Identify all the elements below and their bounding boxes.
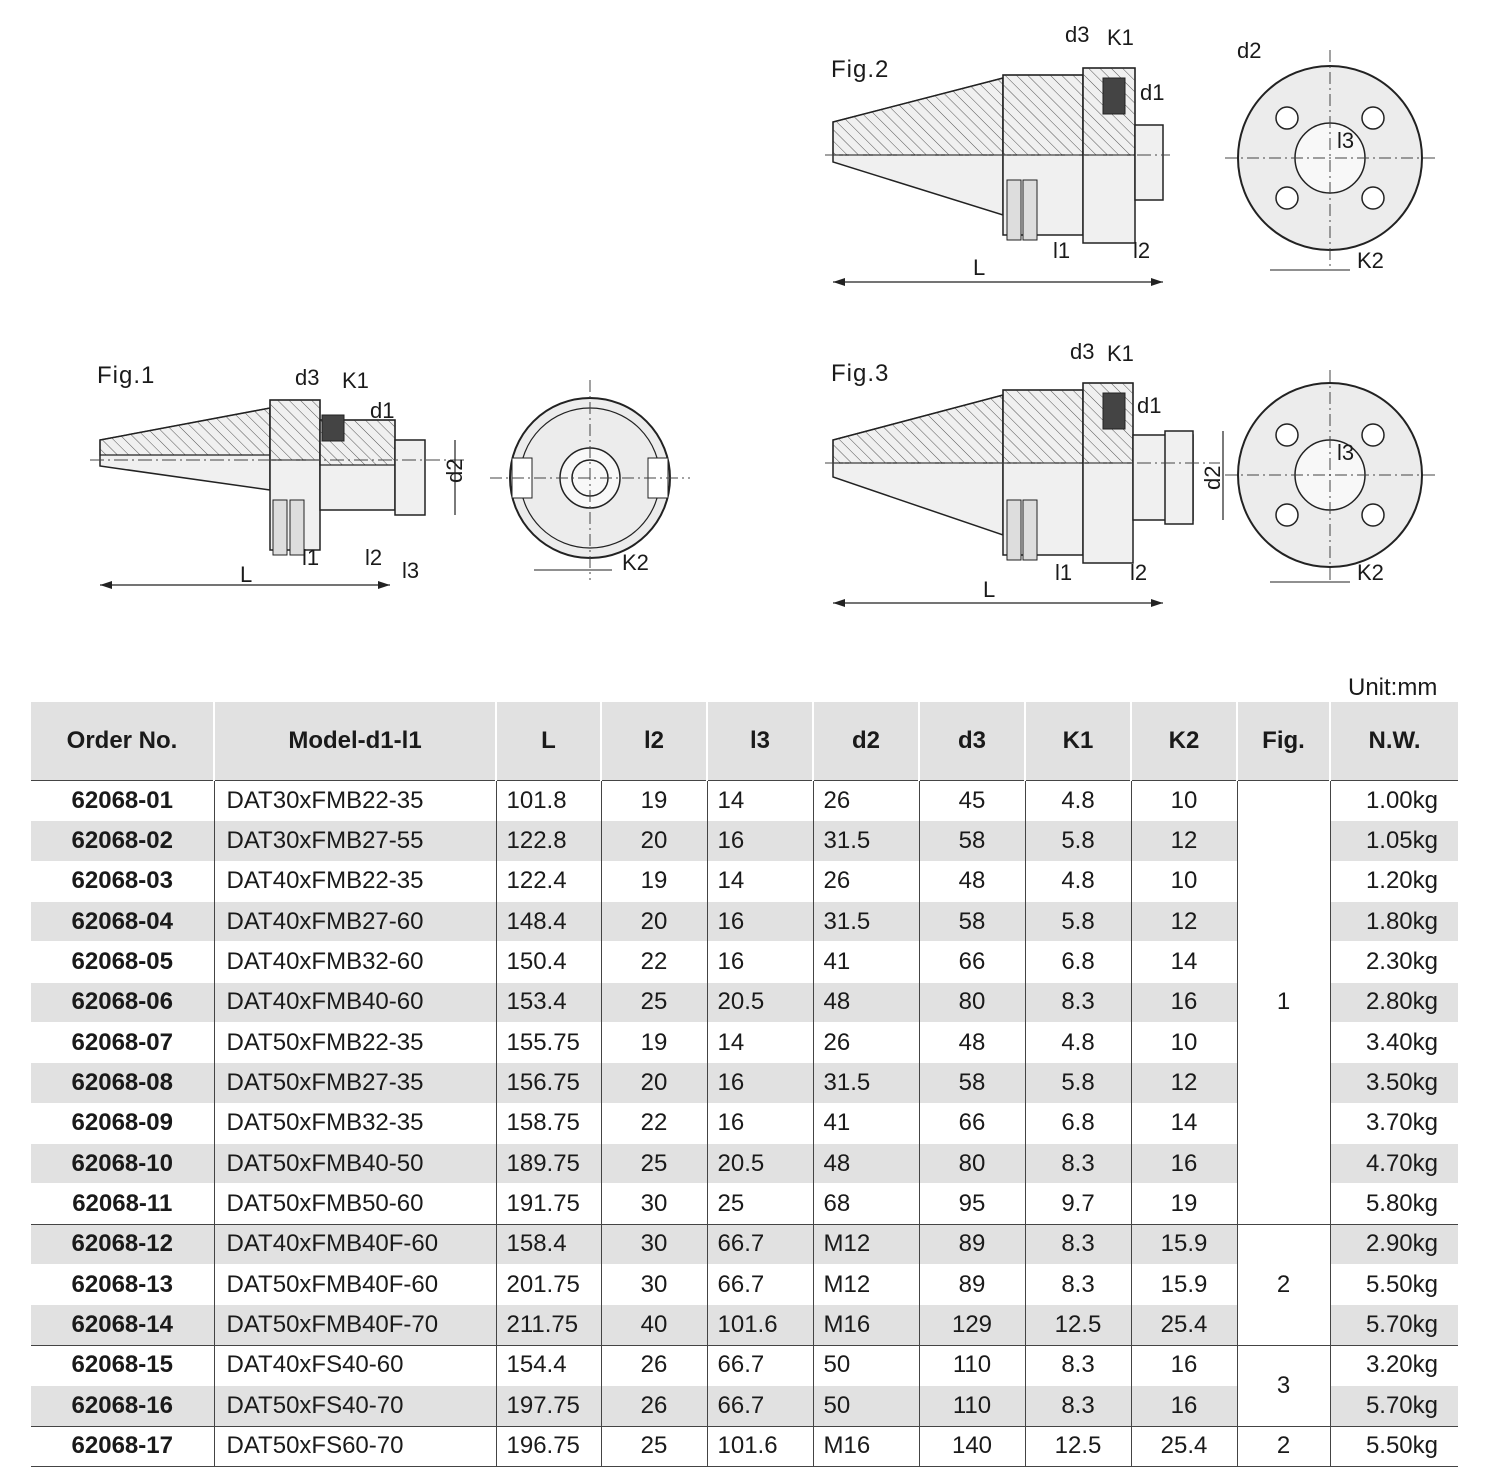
l2-cell: 25 <box>601 1144 707 1184</box>
l3-cell: 66.7 <box>707 1386 813 1426</box>
nw-cell: 5.70kg <box>1330 1386 1458 1426</box>
fig2-dim-K2: K2 <box>1357 248 1384 273</box>
L-cell: 197.75 <box>496 1386 601 1426</box>
K2-cell: 14 <box>1131 1103 1237 1143</box>
d2-cell: 48 <box>813 982 919 1022</box>
order-no-cell: 62068-12 <box>31 1224 214 1264</box>
nw-cell: 1.80kg <box>1330 902 1458 942</box>
header-model: Model-d1-l1 <box>214 702 496 781</box>
K1-cell: 5.8 <box>1025 1063 1131 1103</box>
order-no-cell: 62068-17 <box>31 1426 214 1466</box>
K2-cell: 10 <box>1131 781 1237 821</box>
l3-cell: 20.5 <box>707 982 813 1022</box>
K1-cell: 12.5 <box>1025 1305 1131 1345</box>
order-no-cell: 62068-06 <box>31 982 214 1022</box>
l3-cell: 101.6 <box>707 1426 813 1466</box>
model-cell: DAT50xFMB27-35 <box>214 1063 496 1103</box>
d3-cell: 58 <box>919 1063 1025 1103</box>
K1-cell: 8.3 <box>1025 1265 1131 1305</box>
l3-cell: 16 <box>707 902 813 942</box>
table-row <box>31 1345 1458 1385</box>
header-L: L <box>496 702 601 781</box>
l3-cell: 14 <box>707 781 813 821</box>
header-K2: K2 <box>1131 702 1237 781</box>
model-cell: DAT50xFMB22-35 <box>214 1023 496 1063</box>
fig3-dim-K1: K1 <box>1107 341 1134 366</box>
nw-cell: 3.20kg <box>1330 1345 1458 1385</box>
model-cell: DAT50xFMB40F-60 <box>214 1265 496 1305</box>
model-cell: DAT40xFMB27-60 <box>214 902 496 942</box>
L-cell: 158.4 <box>496 1224 601 1264</box>
d3-cell: 89 <box>919 1224 1025 1264</box>
l3-cell: 66.7 <box>707 1345 813 1385</box>
fig3-dim-l1: l1 <box>1055 560 1073 585</box>
K2-cell: 16 <box>1131 1144 1237 1184</box>
model-cell: DAT50xFMB50-60 <box>214 1184 496 1224</box>
L-cell: 153.4 <box>496 982 601 1022</box>
fig1-dim-l2: l2 <box>365 545 383 570</box>
d2-cell: 26 <box>813 861 919 901</box>
K1-cell: 9.7 <box>1025 1184 1131 1224</box>
d3-cell: 140 <box>919 1426 1025 1466</box>
fig1-side-view <box>90 360 470 600</box>
order-no-cell: 62068-03 <box>31 861 214 901</box>
nw-cell: 1.05kg <box>1330 821 1458 861</box>
fig3-dim-d2: d2 <box>1200 465 1225 490</box>
l3-cell: 66.7 <box>707 1224 813 1264</box>
order-no-cell: 62068-15 <box>31 1345 214 1385</box>
fig-cell: 2 <box>1237 1224 1330 1345</box>
header-order-no: Order No. <box>31 702 214 781</box>
header-d2: d2 <box>813 702 919 781</box>
l3-cell: 14 <box>707 1023 813 1063</box>
l2-cell: 19 <box>601 781 707 821</box>
fig2-dim-l2: l2 <box>1133 238 1151 263</box>
fig1-dim-K2: K2 <box>622 550 649 575</box>
d2-cell: 31.5 <box>813 902 919 942</box>
fig1-dim-d1: d1 <box>370 398 395 423</box>
l2-cell: 25 <box>601 982 707 1022</box>
d3-cell: 80 <box>919 1144 1025 1184</box>
nw-cell: 3.40kg <box>1330 1023 1458 1063</box>
nw-cell: 5.70kg <box>1330 1305 1458 1345</box>
order-no-cell: 62068-05 <box>31 942 214 982</box>
fig1-dim-L: L <box>240 562 253 587</box>
K2-cell: 12 <box>1131 821 1237 861</box>
fig2-end-view <box>1225 30 1445 280</box>
d2-cell: 31.5 <box>813 821 919 861</box>
order-no-cell: 62068-07 <box>31 1023 214 1063</box>
d2-cell: 68 <box>813 1184 919 1224</box>
order-no-cell: 62068-02 <box>31 821 214 861</box>
l2-cell: 19 <box>601 861 707 901</box>
d2-cell: 31.5 <box>813 1063 919 1103</box>
d2-cell: M12 <box>813 1224 919 1264</box>
model-cell: DAT40xFMB32-60 <box>214 942 496 982</box>
d3-cell: 95 <box>919 1184 1025 1224</box>
fig1-dim-K1: K1 <box>342 368 369 393</box>
l3-cell: 101.6 <box>707 1305 813 1345</box>
l3-cell: 16 <box>707 942 813 982</box>
order-no-cell: 62068-09 <box>31 1103 214 1143</box>
l2-cell: 26 <box>601 1386 707 1426</box>
unit-note: Unit:mm <box>1348 674 1438 701</box>
l2-cell: 22 <box>601 942 707 982</box>
fig2-dim-K1: K1 <box>1107 25 1134 50</box>
l3-cell: 16 <box>707 821 813 861</box>
l3-cell: 14 <box>707 861 813 901</box>
L-cell: 148.4 <box>496 902 601 942</box>
fig1-end-view <box>490 380 690 580</box>
d2-cell: 26 <box>813 781 919 821</box>
K1-cell: 8.3 <box>1025 982 1131 1022</box>
fig2-label: Fig.2 <box>831 56 890 83</box>
order-no-cell: 62068-04 <box>31 902 214 942</box>
fig2-dim-l3: l3 <box>1337 128 1355 153</box>
header-fig: Fig. <box>1237 702 1330 781</box>
K1-cell: 8.3 <box>1025 1386 1131 1426</box>
model-cell: DAT30xFMB27-55 <box>214 821 496 861</box>
K2-cell: 12 <box>1131 1063 1237 1103</box>
l3-cell: 16 <box>707 1103 813 1143</box>
fig1-label: Fig.1 <box>97 362 156 389</box>
d3-cell: 66 <box>919 1103 1025 1143</box>
order-no-cell: 62068-16 <box>31 1386 214 1426</box>
fig3-dim-l2: l2 <box>1130 560 1148 585</box>
fig3-dim-K2: K2 <box>1357 560 1384 585</box>
K1-cell: 6.8 <box>1025 1103 1131 1143</box>
l2-cell: 25 <box>601 1426 707 1466</box>
L-cell: 196.75 <box>496 1426 601 1466</box>
nw-cell: 5.80kg <box>1330 1184 1458 1224</box>
d3-cell: 58 <box>919 902 1025 942</box>
table-header-row <box>31 702 1458 781</box>
K1-cell: 4.8 <box>1025 861 1131 901</box>
nw-cell: 2.30kg <box>1330 942 1458 982</box>
d2-cell: M16 <box>813 1426 919 1466</box>
model-cell: DAT40xFMB40-60 <box>214 982 496 1022</box>
fig-cell: 2 <box>1237 1426 1330 1466</box>
d2-cell: M12 <box>813 1265 919 1305</box>
K2-cell: 25.4 <box>1131 1426 1237 1466</box>
d3-cell: 129 <box>919 1305 1025 1345</box>
K2-cell: 19 <box>1131 1184 1237 1224</box>
fig2-dim-d2: d2 <box>1237 38 1262 63</box>
L-cell: 122.8 <box>496 821 601 861</box>
l2-cell: 40 <box>601 1305 707 1345</box>
L-cell: 154.4 <box>496 1345 601 1385</box>
d3-cell: 58 <box>919 821 1025 861</box>
l2-cell: 20 <box>601 821 707 861</box>
K2-cell: 25.4 <box>1131 1305 1237 1345</box>
order-no-cell: 62068-08 <box>31 1063 214 1103</box>
L-cell: 156.75 <box>496 1063 601 1103</box>
l3-cell: 16 <box>707 1063 813 1103</box>
K2-cell: 10 <box>1131 1023 1237 1063</box>
K2-cell: 14 <box>1131 942 1237 982</box>
nw-cell: 3.50kg <box>1330 1063 1458 1103</box>
d3-cell: 48 <box>919 1023 1025 1063</box>
L-cell: 191.75 <box>496 1184 601 1224</box>
K2-cell: 12 <box>1131 902 1237 942</box>
nw-cell: 1.00kg <box>1330 781 1458 821</box>
table-row <box>31 1224 1458 1264</box>
table-row <box>31 1426 1458 1466</box>
l3-cell: 25 <box>707 1184 813 1224</box>
d3-cell: 48 <box>919 861 1025 901</box>
order-no-cell: 62068-01 <box>31 781 214 821</box>
model-cell: DAT40xFMB22-35 <box>214 861 496 901</box>
K2-cell: 16 <box>1131 1345 1237 1385</box>
nw-cell: 2.90kg <box>1330 1224 1458 1264</box>
model-cell: DAT30xFMB22-35 <box>214 781 496 821</box>
K1-cell: 8.3 <box>1025 1224 1131 1264</box>
header-nw: N.W. <box>1330 702 1458 781</box>
model-cell: DAT50xFS40-70 <box>214 1386 496 1426</box>
d2-cell: 26 <box>813 1023 919 1063</box>
spec-table <box>31 702 1458 1467</box>
l2-cell: 26 <box>601 1345 707 1385</box>
fig3-side-view <box>825 335 1225 610</box>
L-cell: 122.4 <box>496 861 601 901</box>
K1-cell: 5.8 <box>1025 821 1131 861</box>
fig2-dim-d1: d1 <box>1140 80 1165 105</box>
header-l3: l3 <box>707 702 813 781</box>
K1-cell: 4.8 <box>1025 1023 1131 1063</box>
fig-cell: 3 <box>1237 1345 1330 1426</box>
L-cell: 150.4 <box>496 942 601 982</box>
fig1-dim-l1: l1 <box>302 545 320 570</box>
order-no-cell: 62068-13 <box>31 1265 214 1305</box>
L-cell: 155.75 <box>496 1023 601 1063</box>
fig2-dim-L: L <box>973 255 986 280</box>
d2-cell: 41 <box>813 1103 919 1143</box>
L-cell: 201.75 <box>496 1265 601 1305</box>
l2-cell: 30 <box>601 1224 707 1264</box>
l2-cell: 30 <box>601 1184 707 1224</box>
header-K1: K1 <box>1025 702 1131 781</box>
model-cell: DAT50xFMB40F-70 <box>214 1305 496 1345</box>
K2-cell: 16 <box>1131 1386 1237 1426</box>
table-row <box>31 781 1458 821</box>
l2-cell: 19 <box>601 1023 707 1063</box>
l3-cell: 66.7 <box>707 1265 813 1305</box>
model-cell: DAT50xFS60-70 <box>214 1426 496 1466</box>
d2-cell: 50 <box>813 1345 919 1385</box>
K1-cell: 8.3 <box>1025 1345 1131 1385</box>
d3-cell: 45 <box>919 781 1025 821</box>
K1-cell: 6.8 <box>1025 942 1131 982</box>
K2-cell: 15.9 <box>1131 1224 1237 1264</box>
order-no-cell: 62068-10 <box>31 1144 214 1184</box>
fig3-dim-L: L <box>983 577 996 602</box>
fig2-dim-d3: d3 <box>1065 22 1090 47</box>
l3-cell: 20.5 <box>707 1144 813 1184</box>
l2-cell: 22 <box>601 1103 707 1143</box>
d3-cell: 80 <box>919 982 1025 1022</box>
fig3-dim-d1: d1 <box>1137 393 1162 418</box>
K2-cell: 15.9 <box>1131 1265 1237 1305</box>
model-cell: DAT50xFMB32-35 <box>214 1103 496 1143</box>
fig1-dim-l3: l3 <box>402 558 420 583</box>
l2-cell: 20 <box>601 902 707 942</box>
fig2-dim-l1: l1 <box>1053 238 1071 263</box>
L-cell: 158.75 <box>496 1103 601 1143</box>
d2-cell: 50 <box>813 1386 919 1426</box>
model-cell: DAT40xFS40-60 <box>214 1345 496 1385</box>
d3-cell: 110 <box>919 1345 1025 1385</box>
nw-cell: 3.70kg <box>1330 1103 1458 1143</box>
l2-cell: 20 <box>601 1063 707 1103</box>
d2-cell: 41 <box>813 942 919 982</box>
fig3-dim-l3: l3 <box>1337 440 1355 465</box>
K2-cell: 10 <box>1131 861 1237 901</box>
header-l2: l2 <box>601 702 707 781</box>
model-cell: DAT50xFMB40-50 <box>214 1144 496 1184</box>
fig-cell: 1 <box>1237 781 1330 1225</box>
fig3-dim-d3: d3 <box>1070 339 1095 364</box>
nw-cell: 5.50kg <box>1330 1265 1458 1305</box>
d3-cell: 66 <box>919 942 1025 982</box>
l2-cell: 30 <box>601 1265 707 1305</box>
K2-cell: 16 <box>1131 982 1237 1022</box>
d2-cell: 48 <box>813 1144 919 1184</box>
nw-cell: 4.70kg <box>1330 1144 1458 1184</box>
d2-cell: M16 <box>813 1305 919 1345</box>
fig1-dim-d3: d3 <box>295 365 320 390</box>
nw-cell: 2.80kg <box>1330 982 1458 1022</box>
K1-cell: 8.3 <box>1025 1144 1131 1184</box>
fig1-dim-d2: d2 <box>442 458 467 483</box>
fig2-side-view <box>825 20 1175 290</box>
nw-cell: 1.20kg <box>1330 861 1458 901</box>
model-cell: DAT40xFMB40F-60 <box>214 1224 496 1264</box>
d3-cell: 89 <box>919 1265 1025 1305</box>
K1-cell: 12.5 <box>1025 1426 1131 1466</box>
header-d3: d3 <box>919 702 1025 781</box>
L-cell: 211.75 <box>496 1305 601 1345</box>
fig3-label: Fig.3 <box>831 360 890 387</box>
L-cell: 189.75 <box>496 1144 601 1184</box>
fig3-end-view <box>1225 370 1445 590</box>
d3-cell: 110 <box>919 1386 1025 1426</box>
K1-cell: 4.8 <box>1025 781 1131 821</box>
order-no-cell: 62068-11 <box>31 1184 214 1224</box>
nw-cell: 5.50kg <box>1330 1426 1458 1466</box>
K1-cell: 5.8 <box>1025 902 1131 942</box>
L-cell: 101.8 <box>496 781 601 821</box>
order-no-cell: 62068-14 <box>31 1305 214 1345</box>
